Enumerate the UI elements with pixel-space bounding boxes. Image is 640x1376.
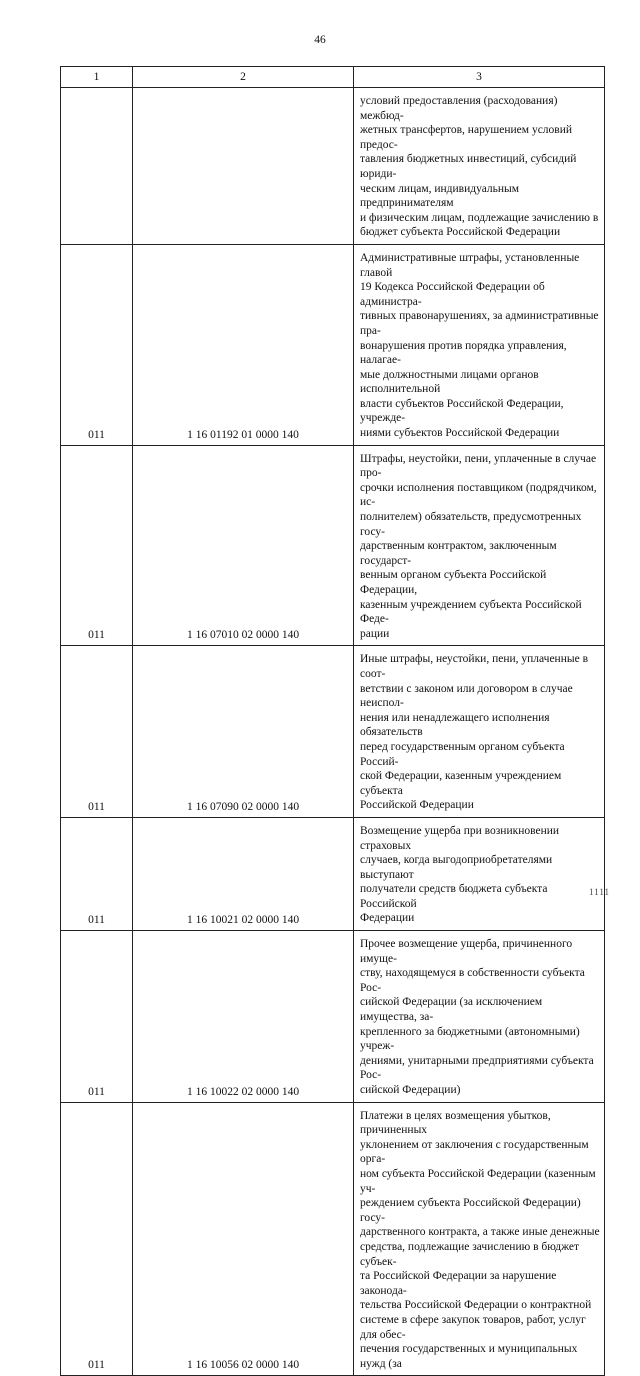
header-row (61, 67, 605, 88)
description-cell (354, 445, 605, 646)
description-line: казенным учреждением субъекта Российской Феде- (360, 598, 582, 626)
description-line: нения или ненадлежащего исполнения обязательств (360, 711, 550, 739)
description-line: системе в сфере закупок товаров, работ, услуг для обес- (360, 1313, 586, 1341)
kbk-code-cell: 1 16 10021 02 0000 140 (133, 817, 354, 930)
description-cell (354, 244, 605, 445)
description-line: жетных трансфертов, нарушением условий предос- (360, 124, 573, 151)
kbk-code-cell: 1 16 10022 02 0000 140 (133, 931, 354, 1103)
description-line: ству, находящемуся в собственности субъекта Рос- (360, 967, 585, 994)
page-number: 46 (314, 34, 326, 46)
description-line: ниями субъектов Российской Федерации (360, 427, 560, 440)
description-cell (354, 817, 605, 930)
description-line: Прочее возмещение ущерба, причиненного имуще- (360, 938, 573, 965)
description-line: перед государственным органом субъекта Россий- (360, 740, 565, 768)
header-col-2: 2 (133, 67, 354, 88)
description-line: ном субъекта Российской Федерации (казенным уч- (360, 1167, 596, 1195)
description-line: дениями, унитарными предприятиями субъекта Рос- (360, 1054, 594, 1082)
admin-code-cell: 011 (61, 1102, 133, 1376)
table-row (61, 817, 605, 930)
description-line: сийской Федерации) (360, 1084, 461, 1096)
description-line: Российской Федерации (360, 799, 474, 812)
description-cell (354, 1102, 605, 1376)
table-row (61, 88, 605, 245)
description-line: условий предоставления (расходования) межбюд- (360, 95, 558, 122)
table-body (61, 88, 605, 1376)
description-line: дарственного контракта, а также иные денежные (360, 1226, 600, 1239)
kbk-code-cell (133, 88, 354, 245)
description-line: вонарушения против порядка управления, налагае- (360, 339, 567, 367)
description-line: Штрафы, неустойки, пени, уплаченные в случае про- (360, 452, 597, 480)
admin-code-cell: 011 (61, 931, 133, 1103)
kbk-code-cell: 1 16 01192 01 0000 140 (133, 244, 354, 445)
description-line: та Российской Федерации за нарушение законода- (360, 1270, 557, 1297)
description-line: Административные штрафы, установленные главой (360, 251, 580, 279)
admin-code-cell: 011 (61, 244, 133, 445)
description-line: рации (360, 627, 390, 640)
description-line: бюджет субъекта Российской Федерации (360, 226, 561, 239)
admin-code-cell: 011 (61, 817, 133, 930)
description-line: Иные штрафы, неустойки, пени, уплаченные в соот- (360, 653, 589, 680)
table-row (61, 445, 605, 646)
admin-code-cell: 011 (61, 445, 133, 646)
kbk-code-cell: 1 16 07090 02 0000 140 (133, 646, 354, 818)
description-line: 19 Кодекса Российской Федерации об администра- (360, 281, 545, 308)
description-line: срочки исполнения поставщиком (подрядчиком, ис- (360, 481, 597, 509)
description-line: средства, подлежащие зачислению в бюджет субъек- (360, 1240, 580, 1268)
kbk-code-cell: 1 16 07010 02 0000 140 (133, 445, 354, 646)
description-line: печения государственных и муниципальных нужд (за (360, 1343, 578, 1370)
table-row (61, 1102, 605, 1376)
table-row (61, 646, 605, 818)
description-line: тельства Российской Федерации о контрактной (360, 1299, 592, 1312)
description-line: ческим лицам, индивидуальным предпринимателям (360, 182, 520, 210)
description-cell (354, 88, 605, 245)
table-row (61, 244, 605, 445)
description-cell (354, 931, 605, 1103)
description-line: уклонением от заключения с государственным орга- (360, 1138, 589, 1166)
description-line: получатели средств бюджета субъекта Российской (360, 883, 548, 910)
kbk-code-cell: 1 16 10056 02 0000 140 (133, 1102, 354, 1376)
table-row (61, 931, 605, 1103)
description-line: мые должностными лицами органов исполнительной (360, 368, 539, 396)
description-line: Платежи в целях возмещения убытков, причиненных (360, 1109, 551, 1137)
description-line: реждением субъекта Российской Федерации) госу- (360, 1197, 581, 1224)
description-line: случаев, когда выгодоприобретателями выступают (360, 854, 553, 881)
admin-code-cell: 011 (61, 646, 133, 818)
description-line: Федерации (360, 912, 415, 925)
footer-mark: 1111 (589, 887, 610, 897)
budget-classification-table (60, 66, 605, 1376)
description-line: ветствии с законом или договором в случае неиспол- (360, 682, 573, 710)
description-line: ской Федерации, казенным учреждением субъекта (360, 770, 562, 797)
admin-code-cell (61, 88, 133, 245)
description-line: тавления бюджетных инвестиций, субсидий юриди- (360, 153, 577, 180)
description-line: крепленного за бюджетными (автономными) учреж- (360, 1025, 580, 1053)
description-line: Возмещение ущерба при возникновении страховых (360, 824, 560, 852)
description-line: сийской Федерации (за исключением имущества, за- (360, 996, 543, 1024)
table-header (61, 67, 605, 88)
header-col-1: 1 (61, 67, 133, 88)
description-line: тивных правонарушениях, за административные пра- (360, 310, 599, 337)
description-line: венным органом субъекта Российской Федерации, (360, 569, 547, 596)
description-cell (354, 646, 605, 818)
description-line: дарственным контрактом, заключенным государст- (360, 540, 557, 567)
description-line: и физическим лицам, подлежащие зачислению в (360, 211, 599, 224)
header-col-3: 3 (354, 67, 605, 88)
description-line: власти субъектов Российской Федерации, учрежде- (360, 397, 564, 425)
description-line: полнителем) обязательств, предусмотренных госу- (360, 511, 582, 538)
